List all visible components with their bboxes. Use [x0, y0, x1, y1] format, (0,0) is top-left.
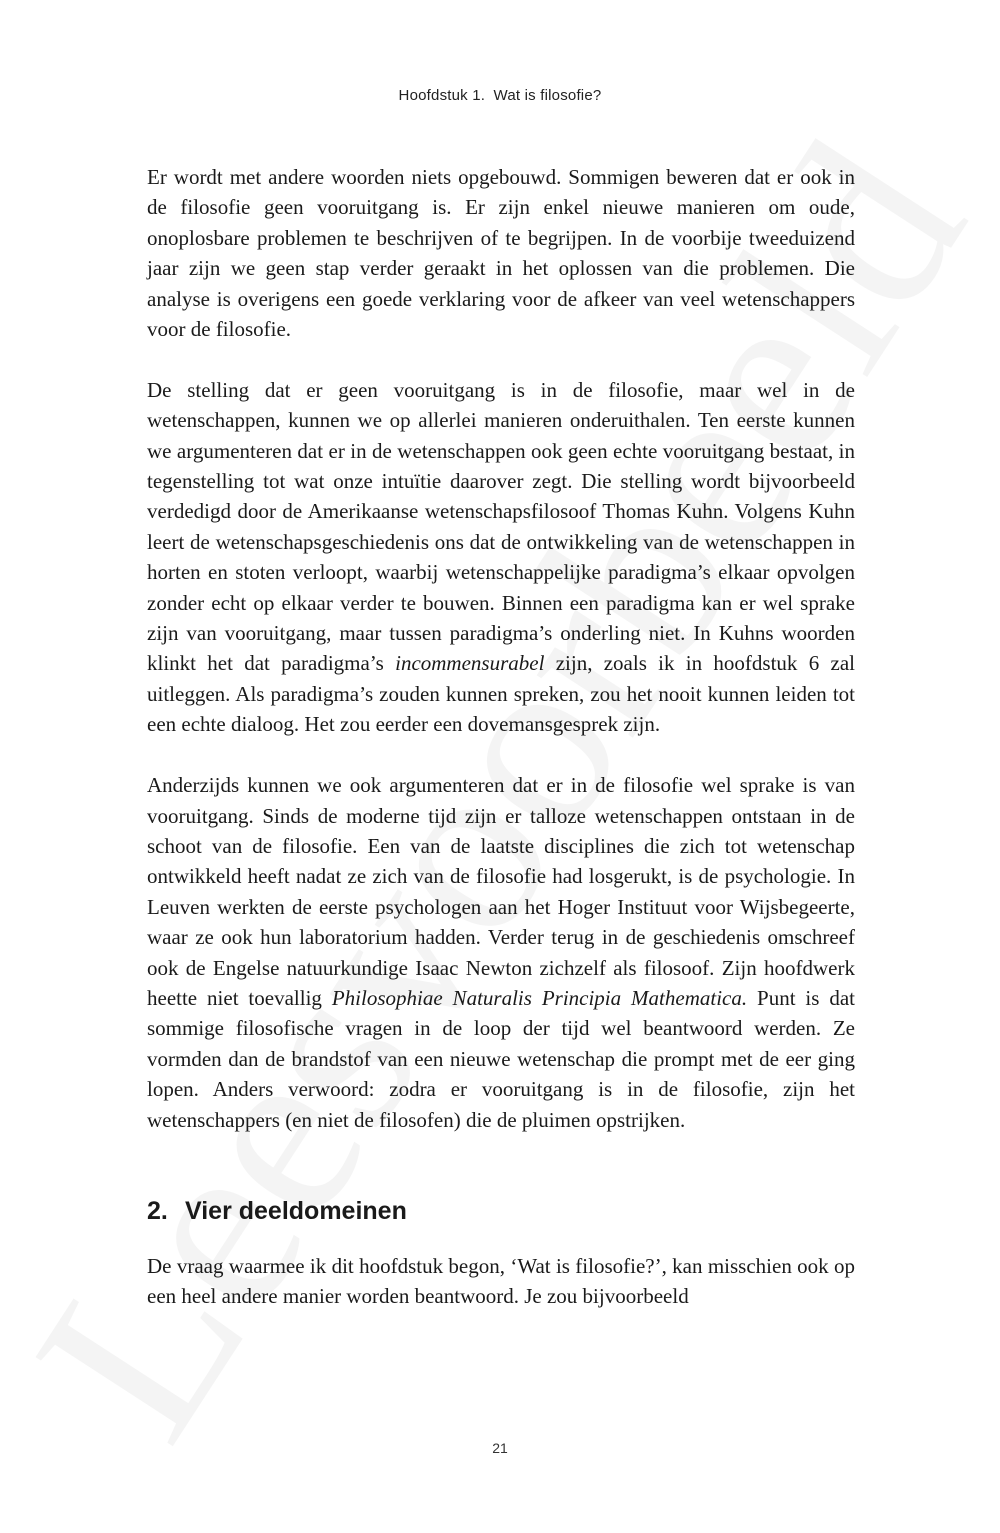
body-text — [147, 162, 855, 1312]
text-run: zijn, zoals ik in hoofdstuk 6 zal uitleggen. Als paradigma’s zouden kunnen spreken, zou het nooit kunnen leiden tot een echte dialoog. Het zou eerder een dovemansgesprek zijn. — [147, 651, 855, 737]
italic-text-run: incommensurabel — [395, 651, 545, 676]
paragraph-list — [147, 162, 855, 1135]
paragraph — [147, 770, 855, 1135]
paragraph — [147, 1251, 855, 1312]
running-head-chapter-label: Hoofdstuk 1. — [398, 87, 486, 104]
paragraph — [147, 162, 855, 344]
running-head-chapter-title: Wat is filosofie? — [493, 87, 602, 104]
running-head — [0, 87, 1000, 104]
paragraph — [147, 375, 855, 740]
text-run: Er wordt met andere woorden niets opgebouwd. Sommigen beweren dat er ook in de filosofie geen vooruitgang is. Er zijn enkel nieuwe manieren om oude, onoplosbare problemen te beschrijven of te begrijpen. In de voorbije tweeduizend jaar zijn we geen stap verder geraakt in het oplossen van die problemen. Die analyse is overigens een goede verklaring voor de afkeer van veel wetenschappers voor de filosofie. — [147, 165, 855, 342]
section-title: Vier deeldomeinen — [185, 1196, 407, 1225]
text-run: De stelling dat er geen vooruitgang is in de filosofie, maar wel in de wetenschappen, kunnen we op allerlei manieren onderuithalen. Ten eerste kunnen we argumenteren dat er in de wetenschappen ook geen echte vooruitgang bestaat, in tegenstelling tot wat onze intuïtie daarover zegt. Die stelling wordt bijvoorbeeld verdedigd door de Amerikaanse wetenschapsfilosoof Thomas Kuhn. Volgens Kuhn leert de wetenschapsgeschiedenis ons dat de ontwikkeling van de wetenschappen in horten en stoten verloopt, waarbij wetenschappelijke paradigma’s elkaar opvolgen zonder echt op elkaar verder te bouwen. Binnen een paradigma kan er wel sprake zijn van vooruitgang, maar tussen paradigma’s onderling niet. In Kuhns woorden klinkt het dat paradigma’s — [147, 377, 855, 676]
section-heading — [147, 1195, 855, 1227]
text-run: Anderzijds kunnen we ook argumenteren dat er in de filosofie wel sprake is van vooruitgang. Sinds de moderne tijd zijn er talloze wetenschappen ontstaan in de schoot van de filosofie. Een van de laatste disciplines die zich tot wetenschap ontwikkeld heeft nadat ze zich van de filosofie had losgerukt, is de psychologie. In Leuven werkten de eerste psychologen aan het Hoger Instituut voor Wijsbegeerte, waar ze ook hun laboratorium hadden. Verder terug in de geschiedenis omschreef ook de Engelse natuurkundige Isaac Newton zichzelf als filosoof. Zijn hoofdwerk heette niet toevallig — [147, 773, 855, 1010]
text-run: Punt is dat sommige filosofische vragen in de loop der tijd wel beantwoord werden. Ze vormden dan de brandstof van een nieuwe wetenschap die prompt met de eer ging lopen. Anders verwoord: zodra er vooruitgang is in de filosofie, zijn het wetenschappers (en niet de filosofen) die de pluimen opstrijken. — [147, 985, 855, 1132]
section-number: 2. — [147, 1196, 168, 1225]
italic-text-run: Philosophiae Naturalis Principia Mathematica. — [331, 985, 748, 1010]
page-number: 21 — [492, 1440, 508, 1456]
text-run: De vraag waarmee ik dit hoofdstuk begon, ‘Wat is filosofie?’, kan misschien ook op een heel andere manier worden beantwoord. Je zou bijvoorbeeld — [147, 1253, 855, 1309]
section-paragraph-list — [147, 1251, 855, 1312]
